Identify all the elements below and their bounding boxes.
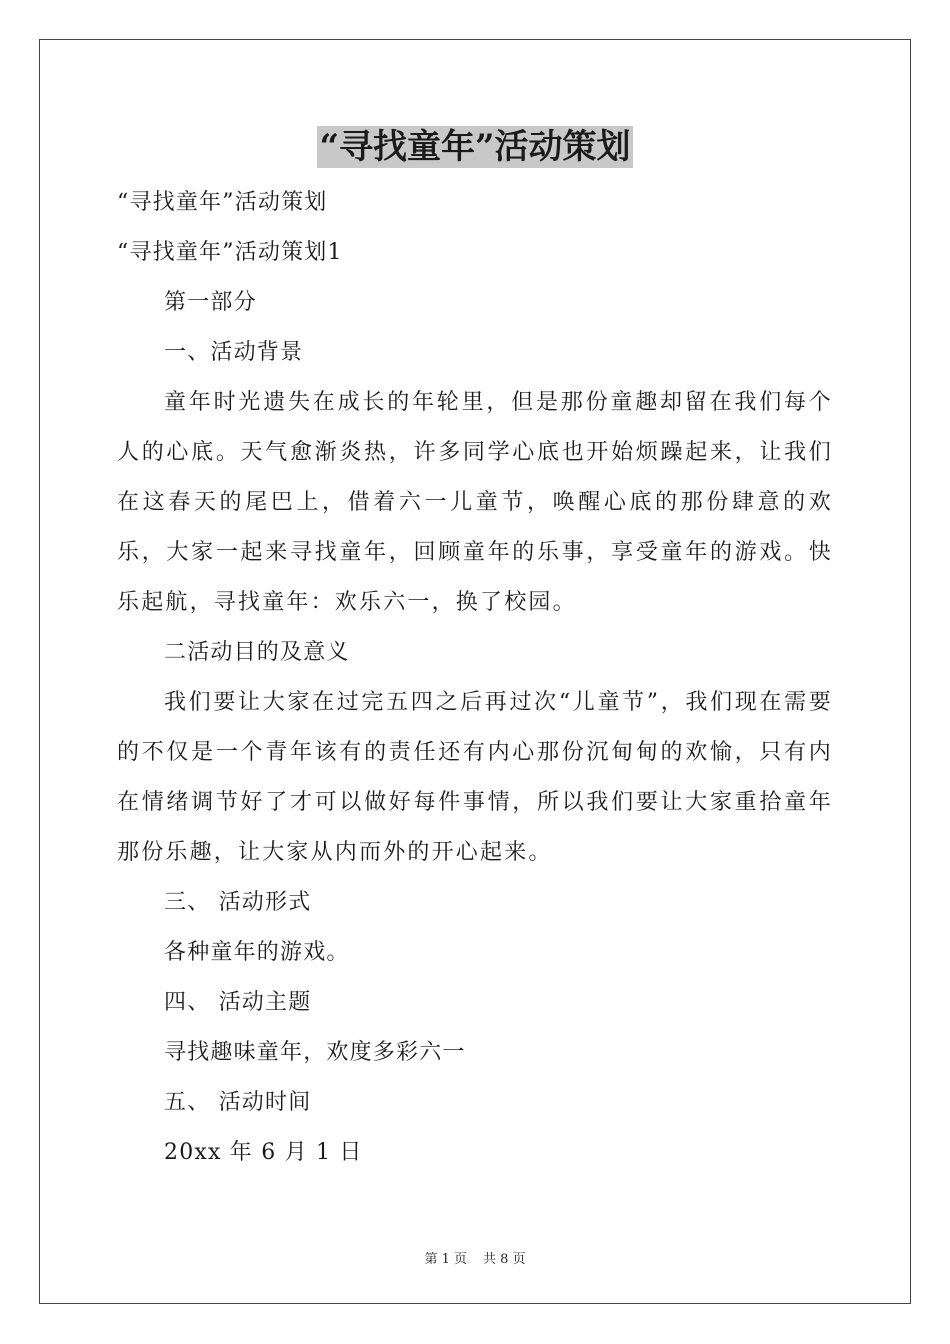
heading-theme: 四、 活动主题 (164, 990, 312, 1015)
paragraph-purpose: 我们要让大家在过完五四之后再过次“儿童节”，我们现在需要的不仅是一个青年该有的责任还有内心那份沉甸甸的欢愉，只有内在情绪调节好了才可以做好每件事情，所以我们要让大家重拾童年那份乐趣，让大家从内而外的开心起来。 (117, 690, 833, 865)
heading-format: 三、 活动形式 (164, 890, 312, 915)
heading-background: 一、活动背景 (164, 340, 304, 365)
page-total: 共 8 页 (483, 1252, 526, 1267)
heading-purpose: 二活动目的及意义 (164, 640, 350, 665)
document-title: “寻找童年”活动策划 (319, 127, 631, 167)
title-container (0, 126, 950, 168)
page-number: 第 1 页 (424, 1252, 467, 1267)
page-footer (0, 1248, 950, 1267)
text-format: 各种童年的游戏。 (164, 940, 350, 965)
text-theme: 寻找趣味童年，欢度多彩六一 (164, 1040, 466, 1065)
document-body (117, 178, 833, 1178)
subtitle-line: “寻找童年”活动策划 (117, 190, 328, 215)
paragraph-background: 童年时光遗失在成长的年轮里，但是那份童趣却留在我们每个人的心底。天气愈渐炎热，许多同学心底也开始烦躁起来，让我们在这春天的尾巴上，借着六一儿童节，唤醒心底的那份肆意的欢乐，大家一起来寻找童年，回顾童年的乐事，享受童年的游戏。快乐起航，寻找童年：欢乐六一，换了校园。 (117, 390, 833, 615)
text-time: 20xx 年 6 月 1 日 (164, 1140, 363, 1165)
part-heading: 第一部分 (164, 290, 257, 315)
heading-time: 五、 活动时间 (164, 1090, 312, 1115)
section-heading-line: “寻找童年”活动策划1 (117, 240, 343, 265)
